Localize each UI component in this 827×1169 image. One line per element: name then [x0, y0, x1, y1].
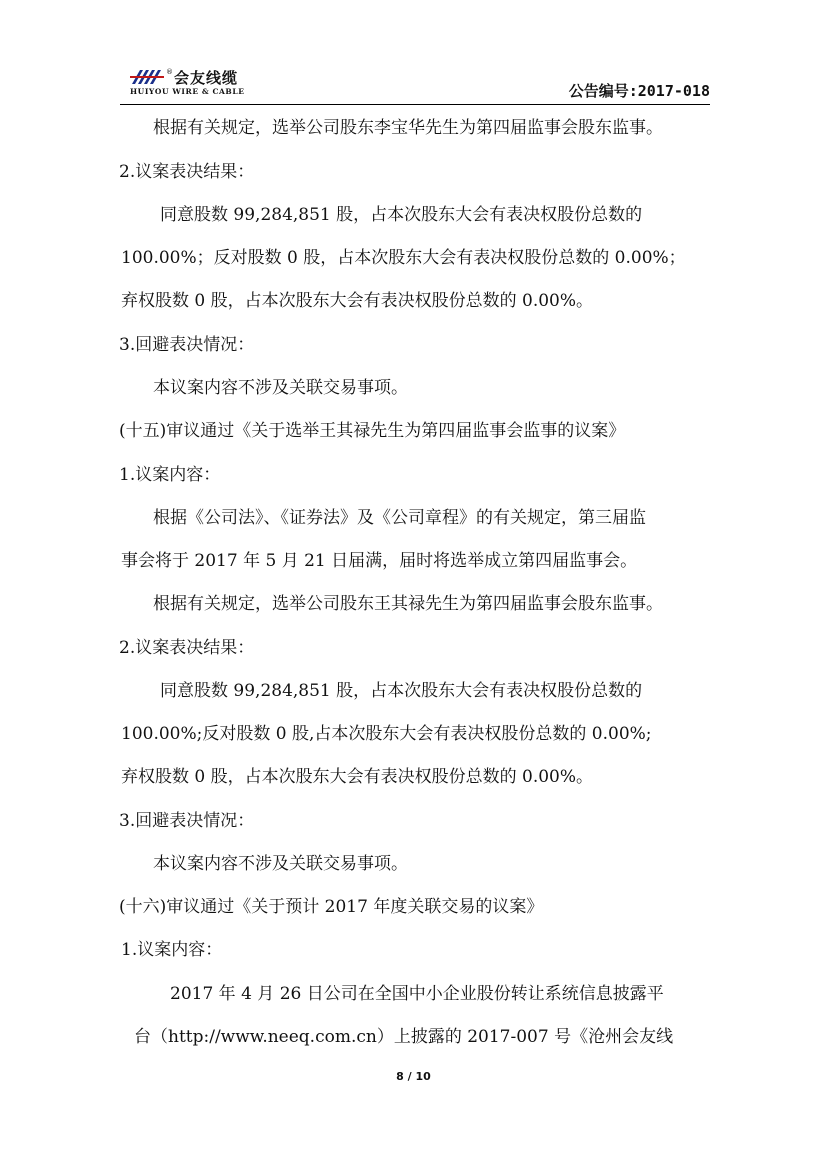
body-line-4: 100.00%；反对股数 0 股，占本次股东大会有表决权股份总数的 0.00%； [121, 248, 686, 268]
announcement-number: 公告编号:2017-018 [568, 82, 710, 100]
company-logo [130, 66, 280, 100]
body-line-6: 3.回避表决情况： [119, 335, 255, 355]
body-line-21: 2017 年 4 月 26 日公司在全国中小企业股份转让系统信息披露平 [170, 984, 664, 1004]
logo-mark-icon [130, 68, 164, 86]
body-line-17: 3.回避表决情况： [119, 811, 255, 831]
page-number: 8 / 10 [396, 1070, 431, 1083]
logo-english-name: HUIYOU WIRE & CABLE [130, 87, 245, 96]
body-line-20: 1.议案内容： [121, 940, 223, 960]
body-line-9: 1.议案内容： [119, 465, 221, 485]
section-heading-15: (十五)审议通过《关于选举王其禄先生为第四届监事会监事的议案》 [119, 421, 626, 441]
logo-registered-mark: ® [166, 68, 173, 76]
body-line-22: 台（http://www.neeq.com.cn）上披露的 2017-007 号《沧州会友线 [134, 1027, 674, 1047]
body-line-14: 同意股数 99,284,851 股，占本次股东大会有表决权股份总数的 [160, 681, 643, 701]
body-line-13: 2.议案表决结果： [119, 638, 255, 658]
body-line-11: 事会将于 2017 年 5 月 21 日届满，届时将选举成立第四届监事会。 [121, 551, 638, 571]
body-line-5: 弃权股数 0 股，占本次股东大会有表决权股份总数的 0.00%。 [121, 291, 594, 311]
body-line-3: 同意股数 99,284,851 股，占本次股东大会有表决权股份总数的 [160, 205, 643, 225]
section-heading-16: (十六)审议通过《关于预计 2017 年度关联交易的议案》 [119, 897, 544, 917]
body-line-10: 根据《公司法》、《证券法》及《公司章程》的有关规定，第三届监 [153, 508, 646, 528]
body-line-15: 100.00%;反对股数 0 股,占本次股东大会有表决权股份总数的 0.00%; [121, 724, 652, 744]
body-line-1: 根据有关规定，选举公司股东李宝华先生为第四届监事会股东监事。 [153, 118, 663, 138]
body-line-16: 弃权股数 0 股，占本次股东大会有表决权股份总数的 0.00%。 [121, 767, 594, 787]
body-line-12: 根据有关规定，选举公司股东王其禄先生为第四届监事会股东监事。 [153, 594, 663, 614]
body-line-7: 本议案内容不涉及关联交易事项。 [153, 378, 408, 398]
page-header [120, 66, 710, 106]
logo-chinese-name: 会友线缆 [174, 69, 239, 87]
body-line-18: 本议案内容不涉及关联交易事项。 [153, 854, 408, 874]
body-line-2: 2.议案表决结果： [119, 162, 255, 182]
header-rule [120, 104, 710, 105]
